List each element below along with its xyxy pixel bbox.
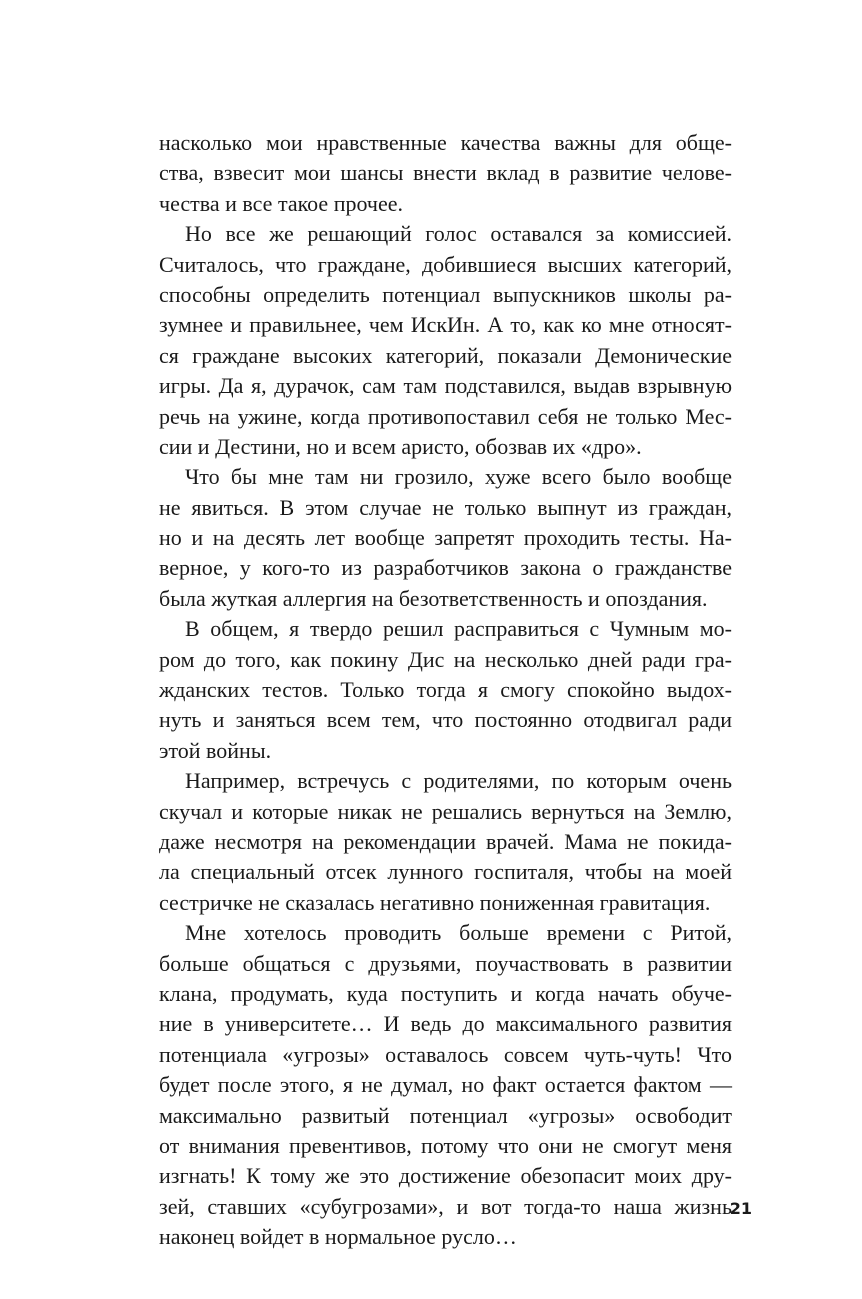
text-line: ром до того, как покину Дис на несколько дней ради гра-	[159, 646, 732, 672]
text-line: сии и Дестини, но и всем аристо, обозвав их «дро».	[159, 433, 642, 459]
text-line: ла специальный отсек лунного госпиталя, чтобы на моей	[159, 859, 732, 885]
text-line: была жуткая аллергия на безответственность и опоздания.	[159, 585, 708, 611]
text-line: игры. Да я, дурачок, сам там подставился, выдав взрывную	[159, 373, 732, 399]
text-line: скучал и которые никак не решались вернуться на Землю,	[159, 798, 732, 824]
text-line: будет после этого, я не думал, но факт остается фактом —	[159, 1072, 732, 1098]
text-line: ние в университете… И ведь до максимального развития	[159, 1011, 732, 1037]
text-line: зумнее и правильнее, чем ИскИн. А то, как ко мне относят-	[159, 312, 732, 338]
text-line: но и на десять лет вообще запретят проходить тесты. На-	[159, 525, 732, 551]
text-line: Мне хотелось проводить больше времени с Ритой,	[185, 920, 732, 946]
text-line: изгнать! К тому же это достижение обезопасит моих дру-	[159, 1163, 732, 1189]
text-line: клана, продумать, куда поступить и когда начать обуче-	[159, 980, 732, 1006]
text-line: ся граждане высоких категорий, показали Демонические	[159, 342, 732, 368]
text-line: от внимания превентивов, потому что они не смогут меня	[159, 1132, 732, 1158]
text-line: Например, встречусь с родителями, по которым очень	[185, 768, 732, 794]
text-line: жданских тестов. Только тогда я смогу спокойно выдох-	[159, 677, 732, 703]
text-line: способны определить потенциал выпускников школы ра-	[159, 281, 732, 307]
text-line: В общем, я твердо решил расправиться с Чумным мо-	[185, 616, 732, 642]
text-line: нуть и заняться всем тем, что постоянно отодвигал ради	[159, 707, 732, 733]
text-line: не явиться. В этом случае не только выпнут из граждан,	[159, 494, 732, 520]
text-line: наконец войдет в нормальное русло…	[159, 1224, 517, 1250]
page-number: 21	[729, 1199, 752, 1218]
text-line: этой войны.	[159, 737, 272, 763]
text-line: Но все же решающий голос оставался за комиссией.	[185, 221, 732, 247]
text-line: ства, взвесит мои шансы внести вклад в развитие челове-	[159, 160, 732, 186]
text-line: даже несмотря на рекомендации врачей. Мама не покида-	[159, 828, 732, 854]
text-line: больше общаться с друзьями, поучаствовать в развитии	[159, 950, 732, 976]
text-line: речь на ужине, когда противопоставил себя не только Мес-	[159, 403, 732, 429]
body-text	[159, 128, 732, 1252]
text-line: верное, у кого-то из разработчиков закона о гражданстве	[159, 555, 732, 581]
text-line: Что бы мне там ни грозило, хуже всего было вообще	[185, 464, 732, 490]
text-line: сестричке не сказалась негативно пониженная гравитация.	[159, 889, 711, 915]
text-line: потенциала «угрозы» оставалось совсем чуть-чуть! Что	[159, 1041, 732, 1067]
text-line: зей, ставших «субугрозами», и вот тогда-то наша жизнь	[159, 1193, 732, 1219]
text-line: Считалось, что граждане, добившиеся высших категорий,	[159, 251, 732, 277]
text-line: чества и все такое прочее.	[159, 190, 403, 216]
text-line: максимально развитый потенциал «угрозы» освободит	[159, 1102, 732, 1128]
text-line: насколько мои нравственные качества важны для обще-	[159, 130, 732, 155]
